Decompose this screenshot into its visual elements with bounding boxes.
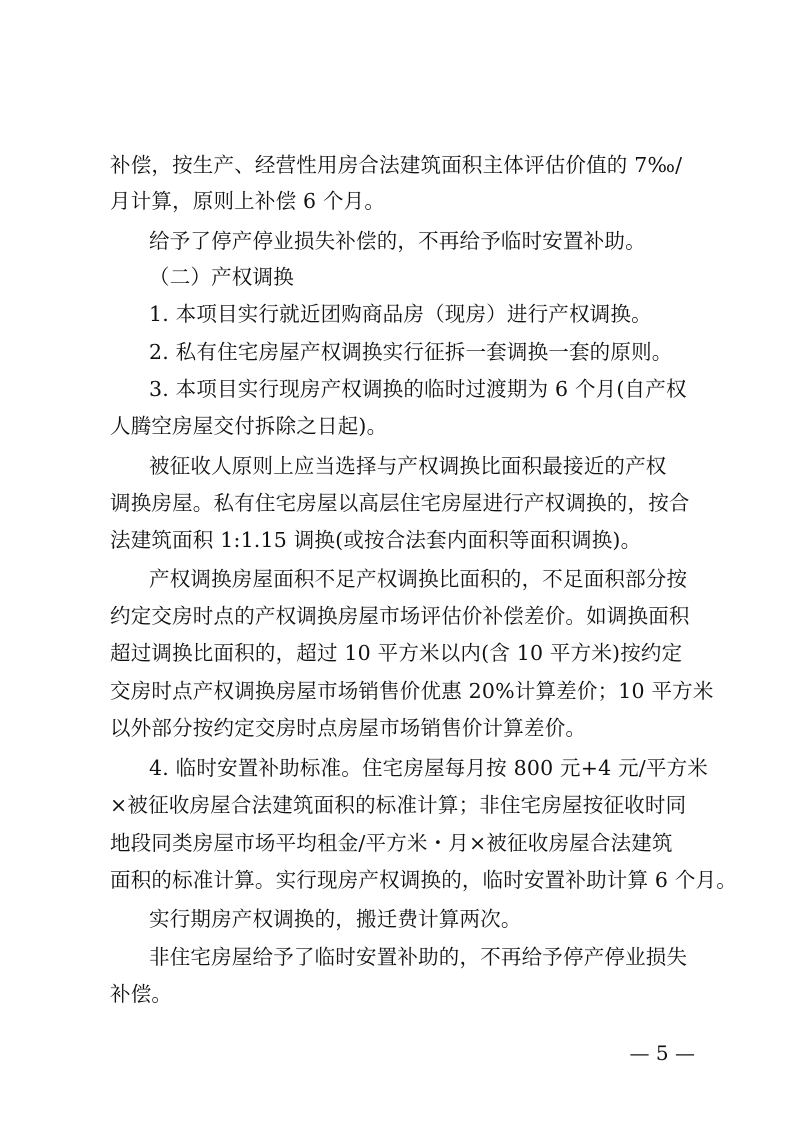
body-text-line: 超过调换比面积的，超过 10 平方米以内(含 10 平方米)按约定 (110, 641, 683, 665)
body-text-line: 给予了停产停业损失补偿的，不再给予临时安置补助。 (149, 229, 646, 253)
body-text-line: 调换房屋。私有住宅房屋以高层住宅房屋进行产权调换的，按合 (110, 491, 690, 515)
body-text-line: 补偿，按生产、经营性用房合法建筑面积主体评估价值的 7‰/ (110, 153, 683, 177)
body-text-line: 以外部分按约定交房时点房屋市场销售价计算差价。 (110, 716, 587, 740)
body-text-line: 产权调换房屋面积不足产权调换比面积的，不足面积部分按 (149, 567, 688, 591)
list-item-1: 1. 本项目实行就近团购商品房（现房）进行产权调换。 (149, 302, 652, 326)
page-number: — 5 — (629, 1041, 695, 1065)
list-item-2: 2. 私有住宅房屋产权调换实行征拆一套调换一套的原则。 (149, 340, 673, 364)
body-text-line: 约定交房时点的产权调换房屋市场评估价补偿差价。如调换面积 (110, 604, 690, 628)
body-text-line: 实行期房产权调换的，搬迁费计算两次。 (149, 907, 522, 931)
body-text-line: 地段同类房屋市场平均租金/平方米・月×被征收房屋合法建筑 (110, 831, 673, 855)
list-item-4: 4. 临时安置补助标准。住宅房屋每月按 800 元+4 元/平方米 (149, 756, 708, 780)
body-text-line: 交房时点产权调换房屋市场销售价优惠 20%计算差价；10 平方米 (110, 679, 714, 703)
body-text-line: 面积的标准计算。实行现房产权调换的，临时安置补助计算 6 个月。 (110, 868, 737, 892)
list-item-3: 3. 本项目实行现房产权调换的临时过渡期为 6 个月(自产权 (149, 377, 687, 401)
body-text-line: 被征收人原则上应当选择与产权调换比面积最接近的产权 (149, 454, 667, 478)
body-text-line: 非住宅房屋给予了临时安置补助的，不再给予停产停业损失 (149, 945, 688, 969)
section-heading: （二）产权调换 (149, 265, 294, 289)
body-text-line: ×被征收房屋合法建筑面积的标准计算；非住宅房屋按征收时同 (110, 793, 687, 817)
body-text-line: 补偿。 (110, 982, 173, 1006)
body-text-line: 人腾空房屋交付拆除之日起)。 (110, 414, 388, 438)
body-text-line: 月计算，原则上补偿 6 个月。 (110, 189, 386, 213)
body-text-line: 法建筑面积 1:1.15 调换(或按合法套内面积等面积调换)。 (110, 528, 642, 552)
